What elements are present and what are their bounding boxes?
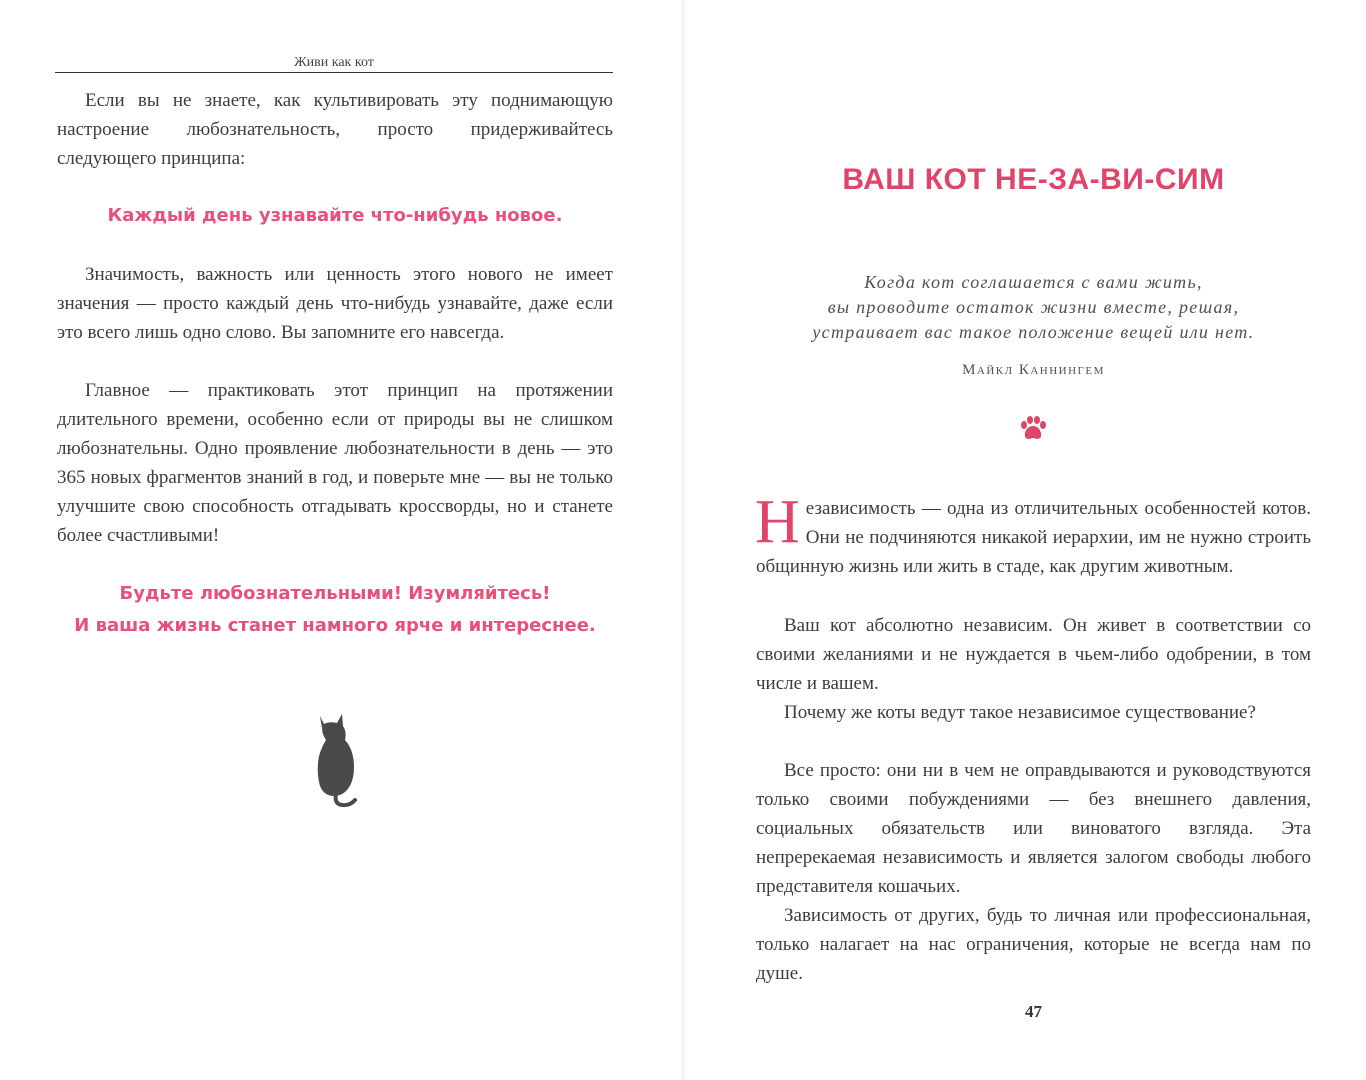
right-paragraph-2: Ваш кот абсолютно независим. Он живет в соответствии со своими желаниями и не нуждается в чьем-либо одобрении, в том числе и вашем. (756, 615, 1311, 694)
highlight-daily-learning: Каждый день узнавайте что-нибудь новое. (107, 205, 563, 226)
highlight-closing (57, 578, 613, 642)
highlight-closing-line-1: Будьте любознательными! Изумляйтесь! (119, 583, 551, 604)
epigraph-line-1: Когда кот соглашается с вами жить, (864, 272, 1203, 292)
chapter-title: ВАШ КОТ НЕ-ЗА-ВИ-СИМ (842, 163, 1225, 196)
right-paragraph-3: Почему же коты ведут такое независимое существование? (784, 702, 1256, 723)
cat-silhouette-icon (312, 712, 360, 810)
right-paragraph-5: Зависимость от других, будь то личная или профессиональная, только налагает на нас ограничения, которые не всегда нам по душе. (756, 905, 1311, 984)
paw-print-icon (1019, 414, 1047, 442)
drop-cap: Н (755, 488, 800, 556)
right-paragraph-1 (755, 488, 1311, 581)
epigraph-line-3: устраивает вас такое положение вещей или нет. (812, 322, 1255, 342)
page-number: 47 (1025, 1002, 1042, 1021)
right-page (683, 0, 1366, 1080)
highlight-closing-line-2: И ваша жизнь станет намного ярче и интереснее. (74, 615, 596, 636)
header-rule (55, 72, 613, 73)
left-paragraph-2: Значимость, важность или ценность этого нового не имеет значения — просто каждый день что-нибудь узнавайте, даже если это всего лишь одно слово. Вы запомните его навсегда. (57, 264, 613, 343)
left-paragraph-3: Главное — практиковать этот принцип на протяжении длительного времени, особенно если от природы вы не слишком любознательны. Одно проявление любознательности в день — это 365 новых фрагментов знаний в год, и поверьте мне — вы не только улучшите свою способность отгадывать кроссворды, но и станете более счастливыми! (57, 380, 613, 546)
running-header: Живи как кот (294, 55, 374, 70)
epigraph-line-2: вы проводите остаток жизни вместе, решая, (827, 297, 1240, 317)
left-paragraph-1: Если вы не знаете, как культивировать эту поднимающую настроение любознательность, просто придерживайтесь следующего принципа: (57, 90, 613, 169)
epigraph-author: Майкл Каннингем (962, 362, 1105, 378)
epigraph (756, 270, 1311, 345)
right-paragraph-4: Все просто: они ни в чем не оправдываются и руководствуются только своими побуждениями — без внешнего давления, социальных обязательств или виноватого взгляда. Эта непререкаемая независимость и является залогом свободы любого представителя кошачьих. (756, 760, 1311, 897)
right-paragraph-1-text: езависимость — одна из отличительных особенностей котов. Они не подчиняются никакой иерархии, им не нужно строить общинную жизнь или жить в стаде, как другим животным. (756, 498, 1311, 577)
